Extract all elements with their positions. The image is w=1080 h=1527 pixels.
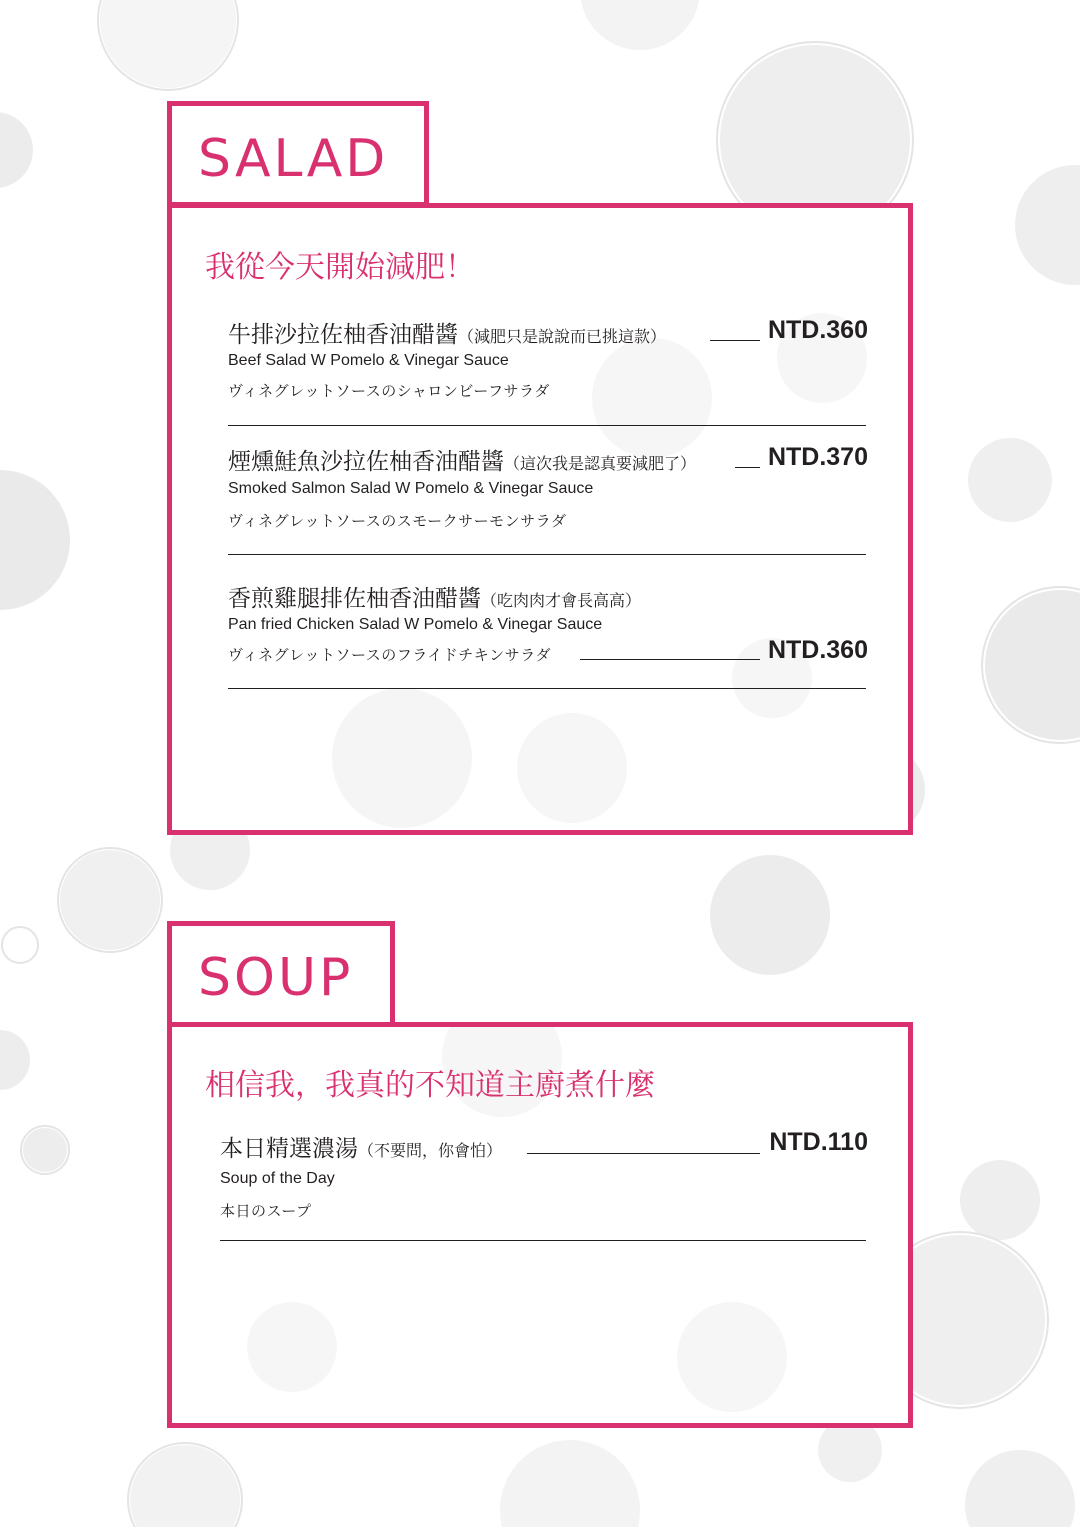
- item-divider: [228, 688, 866, 689]
- item-japanese-name: ヴィネグレットソースのスモークサーモンサラダ: [228, 512, 567, 530]
- item-japanese-name: 本日のスープ: [220, 1202, 312, 1220]
- price-leader: [710, 340, 760, 341]
- menu-item-chicken-salad: [228, 580, 641, 613]
- price-leader: [527, 1153, 760, 1154]
- item-divider: [228, 425, 866, 426]
- item-english-name: Beef Salad W Pomelo & Vinegar Sauce: [228, 352, 509, 369]
- item-note: （吃肉肉才會長高高）: [481, 593, 642, 610]
- item-name: 牛排沙拉佐柚香油醋醬: [228, 322, 458, 348]
- menu-item-beef-salad: [228, 316, 666, 349]
- item-english-name: Pan fried Chicken Salad W Pomelo & Vinegar Sauce: [228, 616, 603, 633]
- item-divider: [220, 1240, 866, 1241]
- item-english-name: Soup of the Day: [220, 1170, 335, 1187]
- soup-title: SOUP: [198, 948, 354, 1008]
- salad-title-tab: [167, 101, 429, 207]
- item-note: （這次我是認真要減肥了）: [504, 456, 697, 473]
- item-price: NTD.360: [767, 316, 868, 344]
- item-note: （不要問，你會怕）: [358, 1143, 503, 1160]
- menu-item-smoked-salmon-salad: [228, 443, 696, 476]
- item-english-name: Smoked Salmon Salad W Pomelo & Vinegar Sauce: [228, 480, 594, 497]
- price-leader: [580, 659, 760, 660]
- item-note: （減肥只是說說而已挑這款）: [458, 329, 667, 346]
- price-leader: [735, 467, 760, 468]
- item-japanese-name: ヴィネグレットソースのフライドチキンサラダ: [228, 646, 551, 664]
- item-divider: [228, 554, 866, 555]
- menu-item-soup-of-the-day: [220, 1130, 502, 1163]
- soup-panel: [167, 1022, 913, 1428]
- item-price: NTD.110: [769, 1128, 868, 1156]
- item-japanese-name: ヴィネグレットソースのシャロンビーフサラダ: [228, 382, 550, 400]
- item-name: 本日精選濃湯: [220, 1136, 358, 1162]
- salad-tagline: 我從今天開始減肥！: [205, 250, 475, 285]
- item-price: NTD.370: [767, 443, 868, 471]
- soup-title-tab: [167, 921, 395, 1027]
- item-name: 香煎雞腿排佐柚香油醋醬: [228, 586, 481, 612]
- soup-tagline: 相信我，我真的不知道主廚煮什麼: [205, 1068, 655, 1103]
- item-name: 煙燻鮭魚沙拉佐柚香油醋醬: [228, 449, 504, 475]
- salad-title: SALAD: [198, 129, 389, 189]
- item-price: NTD.360: [767, 636, 868, 664]
